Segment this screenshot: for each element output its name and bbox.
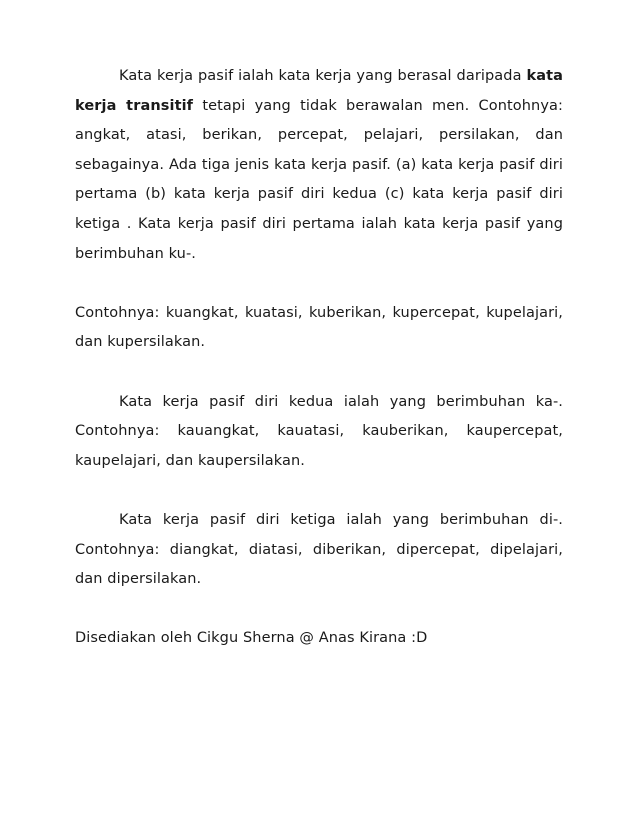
paragraph-second-person: Kata kerja pasif diri kedua ialah yang berimbuhan ka-. Contohnya: kauangkat, kauatasi, kauberikan, kaupercepat, kaupelajari, dan kaupersilakan. xyxy=(75,393,563,469)
paragraph-gap xyxy=(75,358,563,388)
paragraph-first-person-examples: Contohnya: kuangkat, kuatasi, kuberikan, kupercepat, kupelajari, dan kupersilakan. xyxy=(75,304,563,351)
paragraph-gap xyxy=(75,269,563,299)
paragraph-gap xyxy=(75,595,563,625)
intro-text-after: tetapi yang tidak berawalan men. Contohnya: angkat, atasi, berikan, percepat, pelajari, persilakan, dan sebagainya. Ada tiga jenis kata kerja pasif. (a) kata kerja pasif diri pertama (b) kata kerja pasif diri kedua (c) kata kerja pasif diri ketiga . Kata kerja pasif diri pertama ialah kata kerja pasif yang berimbuhan ku-. xyxy=(75,97,563,262)
document-page xyxy=(75,62,563,654)
paragraph-gap xyxy=(75,476,563,506)
signature-line: Disediakan oleh Cikgu Sherna @ Anas Kirana :D xyxy=(75,630,428,647)
paragraph-intro xyxy=(75,62,563,269)
paragraph-third-person: Kata kerja pasif diri ketiga ialah yang berimbuhan di-. Contohnya: diangkat, diatasi, diberikan, dipercepat, dipelajari, dan dipersilakan. xyxy=(75,511,563,588)
intro-bold-term: kata kerja transitif xyxy=(75,68,563,114)
intro-text-before: Kata kerja pasif ialah kata kerja yang berasal daripada xyxy=(119,68,527,84)
